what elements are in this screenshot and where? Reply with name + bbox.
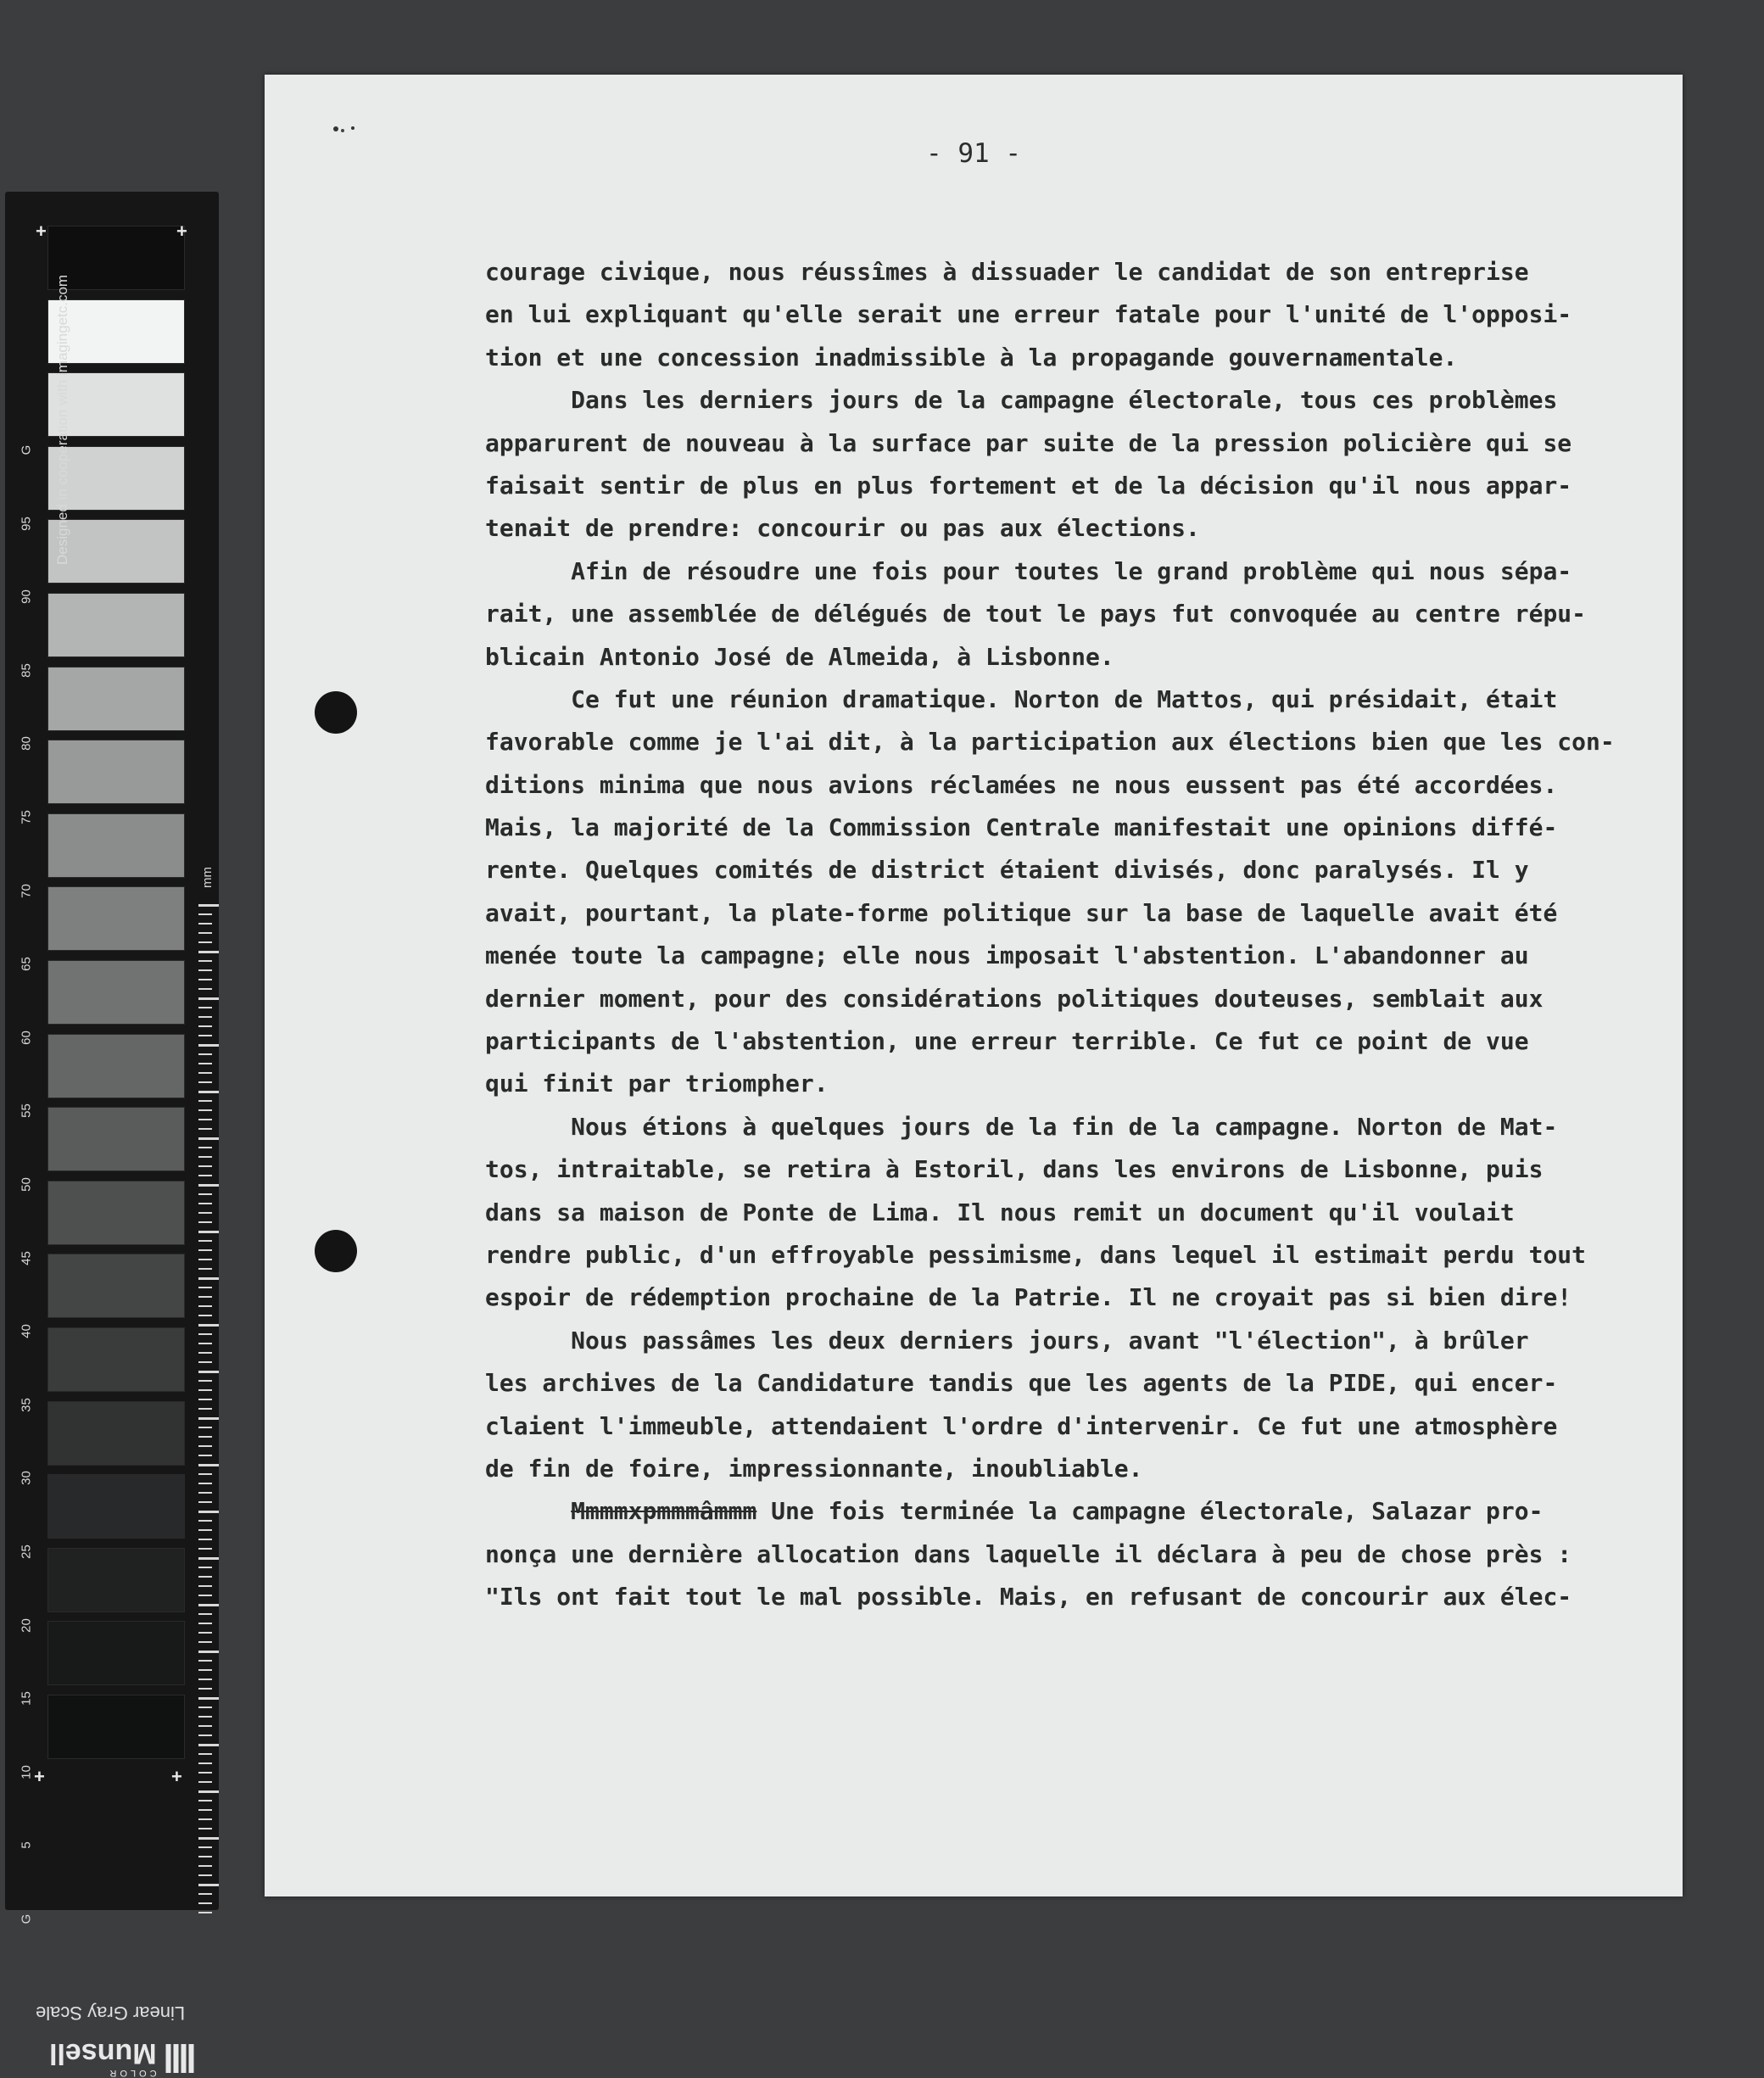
gray-patch bbox=[47, 1254, 185, 1318]
text-line: participants de l'abstention, une erreur terrible. Ce fut ce point de vue bbox=[485, 1027, 1529, 1056]
text-line: rente. Quelques comités de district étaient divisés, donc paralysés. Il y bbox=[485, 856, 1529, 885]
patch-label: 30 bbox=[19, 1471, 34, 1486]
munsell-logo bbox=[49, 2039, 194, 2078]
text-line: ditions minima que nous avions réclamées ne nous eussent pas été accordées. bbox=[485, 770, 1558, 799]
gray-patch bbox=[47, 667, 185, 731]
text-line: favorable comme je l'ai dit, à la participation aux élections bien que les con- bbox=[485, 728, 1615, 757]
patch-label: 55 bbox=[19, 1103, 34, 1119]
gray-scale-card bbox=[5, 192, 219, 2078]
text-line: dans sa maison de Ponte de Lima. Il nous remit un document qu'il voulait bbox=[485, 1198, 1515, 1226]
gray-patch bbox=[47, 886, 185, 951]
gray-patch bbox=[47, 593, 185, 657]
registration-mark: + bbox=[171, 1766, 182, 1787]
gray-patch bbox=[47, 1474, 185, 1539]
text-line: "Ils ont fait tout le mal possible. Mais, en refusant de concourir aux élec- bbox=[485, 1583, 1572, 1612]
text-line: tion et une concession inadmissible à la propagande gouvernamentale. bbox=[485, 343, 1458, 371]
text-line: apparurent de nouveau à la surface par suite de la pression policière qui se bbox=[485, 428, 1572, 457]
patch-label: 15 bbox=[19, 1691, 34, 1707]
text-line: Mais, la majorité de la Commission Centrale manifestait une opinions diffé- bbox=[485, 813, 1558, 842]
scale-name: Linear Gray Scale bbox=[36, 2003, 186, 2024]
gray-patch bbox=[47, 740, 185, 804]
text-line: rait, une assemblée de délégués de tout le pays fut convoquée au centre répu- bbox=[485, 600, 1587, 628]
text-line: Afin de résoudre une fois pour toutes le grand problème qui nous sépa- bbox=[485, 556, 1572, 585]
text-line: Ce fut une réunion dramatique. Norton de Mattos, qui présidait, était bbox=[485, 684, 1558, 713]
text-line: Dans les derniers jours de la campagne électorale, tous ces problèmes bbox=[485, 386, 1558, 415]
gray-patch bbox=[47, 1401, 185, 1466]
ink-mark bbox=[332, 126, 358, 134]
text-line: espoir de rédemption prochaine de la Patrie. Il ne croyait pas si bien dire! bbox=[485, 1283, 1572, 1312]
body-text bbox=[485, 251, 1672, 1619]
text-line: de fin de foire, impressionnante, inoubliable. bbox=[485, 1454, 1143, 1483]
patch-label: 85 bbox=[19, 662, 34, 678]
patch-label: 65 bbox=[19, 957, 34, 972]
document-page bbox=[265, 75, 1683, 1896]
text-line: nonça une dernière allocation dans laquelle il déclara à peu de chose près : bbox=[485, 1539, 1572, 1568]
text-line: les archives de la Candidature tandis que les agents de la PIDE, qui encer- bbox=[485, 1369, 1558, 1398]
patch-label: 95 bbox=[19, 516, 34, 531]
text-line: claient l'immeuble, attendaient l'ordre d'intervenir. Ce fut une atmosphère bbox=[485, 1411, 1558, 1440]
text-line: tenait de prendre: concourir ou pas aux élections. bbox=[485, 514, 1200, 543]
punch-hole bbox=[315, 691, 357, 734]
gray-patch bbox=[47, 1327, 185, 1392]
gray-patch bbox=[47, 813, 185, 878]
brand-name: Munsell bbox=[49, 2037, 157, 2070]
registration-mark: + bbox=[36, 221, 47, 242]
brand-sub: COLOR bbox=[106, 2068, 157, 2078]
registration-mark: + bbox=[34, 1766, 45, 1787]
patch-label: 40 bbox=[19, 1324, 34, 1339]
patch-label: 50 bbox=[19, 1177, 34, 1192]
gray-patch bbox=[47, 960, 185, 1025]
page-number: - 91 - bbox=[926, 138, 1021, 169]
patch-label: 45 bbox=[19, 1250, 34, 1265]
patch-label: 60 bbox=[19, 1030, 34, 1045]
registration-mark: + bbox=[176, 221, 187, 242]
patch-label: 75 bbox=[19, 810, 34, 824]
gray-patch bbox=[47, 1034, 185, 1098]
text-line: en lui expliquant qu'elle serait une erreur fatale pour l'unité de l'opposi- bbox=[485, 300, 1572, 329]
munsell-grid-icon bbox=[165, 2044, 194, 2073]
ruler-unit-label: mm bbox=[200, 867, 215, 888]
punch-hole bbox=[315, 1230, 357, 1272]
patch-label: G bbox=[19, 1913, 34, 1924]
patch-label: 80 bbox=[19, 736, 34, 751]
credit-text: Designed in cooperation with imagingetc.com bbox=[54, 274, 70, 565]
mm-ruler-major-ticks bbox=[198, 904, 219, 1913]
patch-label: G bbox=[19, 444, 34, 455]
text-line: faisait sentir de plus en plus fortement et de la décision qu'il nous appar- bbox=[485, 471, 1572, 500]
text-line: tos, intraitable, se retira à Estoril, dans les environs de Lisbonne, puis bbox=[485, 1155, 1544, 1184]
patch-label: 35 bbox=[19, 1397, 34, 1412]
patch-label: 70 bbox=[19, 883, 34, 898]
text-line: avait, pourtant, la plate-forme politique sur la base de laquelle avait été bbox=[485, 898, 1558, 927]
text-line: dernier moment, pour des considérations politiques douteuses, semblait aux bbox=[485, 984, 1544, 1013]
text-line: rendre public, d'un effroyable pessimisme, dans lequel il estimait perdu tout bbox=[485, 1240, 1587, 1269]
text-line: Mmmmxpmmmâmmm Une fois terminée la campagne électorale, Salazar pro- bbox=[571, 1497, 1544, 1526]
text-line: menée toute la campagne; elle nous imposait l'abstention. L'abandonner au bbox=[485, 941, 1529, 970]
patch-label: 90 bbox=[19, 589, 34, 605]
text-line: Nous étions à quelques jours de la fin de la campagne. Norton de Mat- bbox=[485, 1112, 1558, 1141]
patch-label: 10 bbox=[19, 1764, 34, 1779]
text-line: blicain Antonio José de Almeida, à Lisbonne. bbox=[485, 642, 1114, 671]
text-line: Nous passâmes les deux derniers jours, avant "l'élection", à brûler bbox=[485, 1326, 1529, 1355]
gray-patch bbox=[47, 1548, 185, 1612]
text-line: qui finit par triompher. bbox=[485, 1070, 829, 1098]
text-line: courage civique, nous réussîmes à dissuader le candidat de son entreprise bbox=[485, 258, 1529, 286]
patch-label: 20 bbox=[19, 1617, 34, 1633]
gray-patch bbox=[47, 1695, 185, 1759]
struck-text: Mmmmxpmmmâmmm bbox=[571, 1497, 757, 1526]
gray-patch bbox=[47, 1107, 185, 1171]
gray-patch bbox=[47, 1621, 185, 1685]
patch-label: 25 bbox=[19, 1545, 34, 1559]
patch-label: 5 bbox=[19, 1841, 34, 1850]
gray-patch bbox=[47, 1181, 185, 1245]
